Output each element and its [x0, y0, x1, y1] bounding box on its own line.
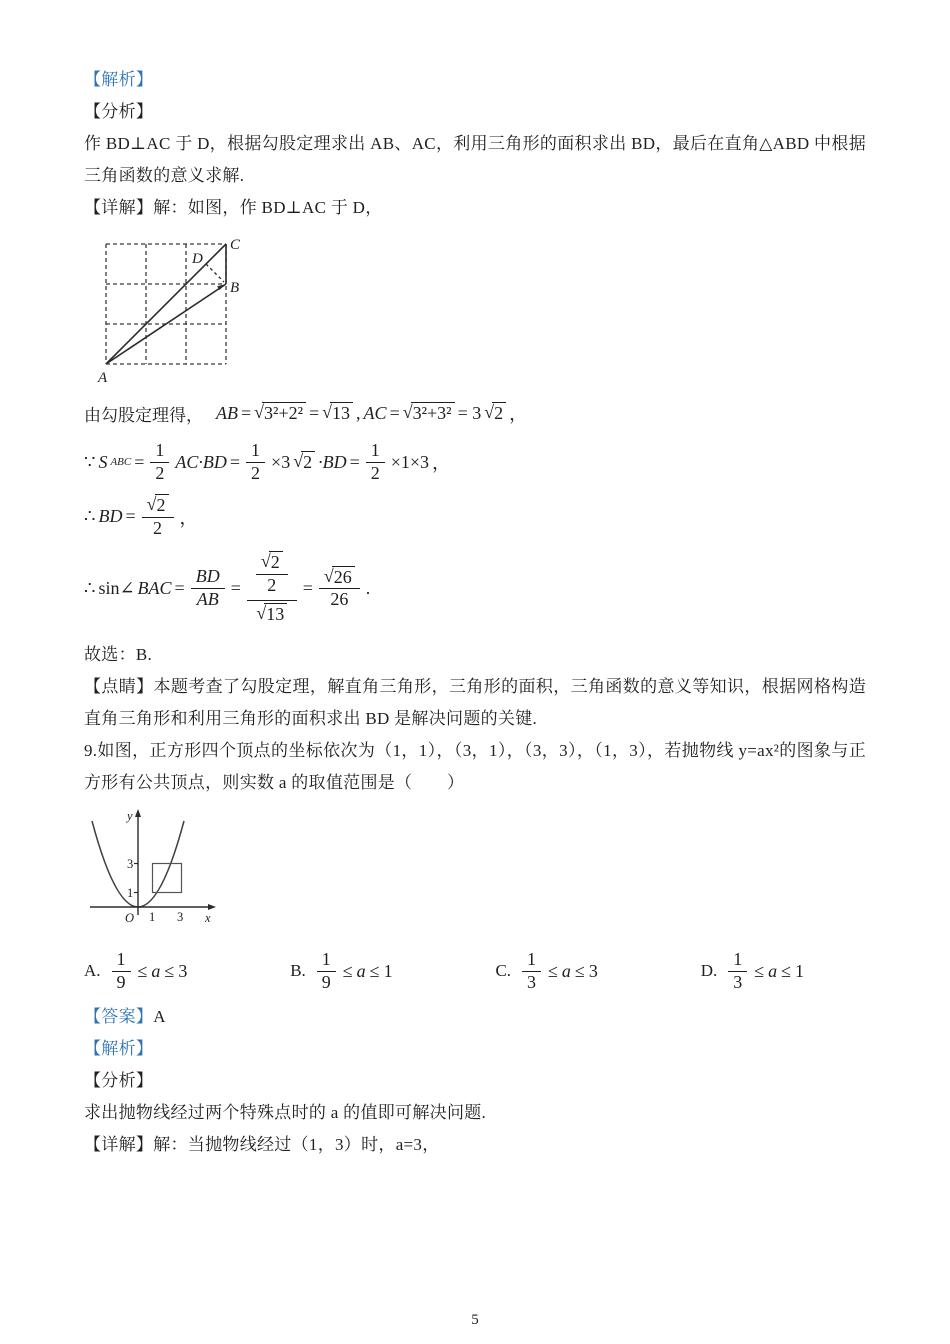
analysis-paragraph-1: 作 BD⊥AC 于 D，根据勾股定理求出 AB、AC，利用三角形的面积求出 BD，最后在直角△ABD 中根据三角函数的意义求解. — [84, 134, 866, 185]
fraction-half — [366, 440, 385, 484]
denominator: 9 — [321, 971, 331, 992]
denominator: 9 — [116, 971, 126, 992]
option-fraction — [728, 949, 747, 993]
op-le: ≤ — [781, 960, 791, 981]
var-bac: BAC — [137, 577, 172, 598]
denominator: 2 — [153, 517, 163, 538]
radical-sign: √ — [323, 565, 334, 586]
var-ac-bd: AC·BD — [175, 451, 227, 472]
op-le: ≤ — [137, 960, 148, 981]
therefore-symbol: ∴ — [84, 506, 96, 527]
fig1-label-c: C — [230, 237, 241, 253]
page-number: 5 — [471, 1312, 479, 1328]
fig2-origin-label: O — [125, 911, 135, 926]
answer-value: A — [153, 1007, 166, 1027]
radicand: 26 — [332, 566, 355, 588]
option-fraction — [112, 949, 131, 993]
sqrt-2 — [293, 451, 315, 473]
option-a — [84, 949, 187, 993]
upper-bound: 1 — [383, 960, 393, 981]
parabola-square-svg — [86, 807, 221, 933]
denominator: 2 — [251, 462, 261, 483]
question-9-text: 9.如图，正方形四个顶点的坐标依次为（1，1），（3，1），（3，3），（1，3），若抛物线 y=ax²的图象与正方形有公共顶点，则实数 a 的取值范围是（ ） — [84, 741, 866, 793]
radicand: 13 — [264, 603, 287, 625]
op-le: ≤ — [164, 960, 175, 981]
fraction-sqrt2-over-2 — [142, 494, 174, 539]
numerator — [256, 551, 288, 575]
option-label: A. — [84, 961, 101, 981]
fig1-label-d: D — [192, 251, 203, 267]
op-eq: = — [134, 451, 145, 472]
op-eq: = — [349, 451, 360, 472]
formula-sin — [84, 549, 866, 627]
detail-line-1: 【详解】解：如图，作 BD⊥AC 于 D， — [84, 198, 383, 217]
radicand: 2 — [301, 451, 315, 473]
radical-sign: √ — [254, 402, 265, 422]
option-label: C. — [495, 961, 512, 981]
choose-answer-line: 故选：B. — [84, 645, 153, 665]
fraction-half — [150, 440, 169, 484]
option-fraction — [317, 949, 336, 993]
op-eq: = — [174, 577, 185, 598]
label-daan: 【答案】 — [84, 1007, 154, 1027]
fraction-sqrt2-over-2 — [256, 551, 288, 596]
label-jiexi-2: 【解析】 — [84, 1039, 154, 1059]
op-le: ≤ — [342, 960, 353, 981]
upper-bound: 3 — [588, 960, 598, 981]
detail-line-2: 【详解】解：当抛物线经过（1，3）时，a=3， — [84, 1135, 440, 1155]
sqrt-18-expr — [403, 402, 455, 424]
radicand: 2 — [155, 494, 169, 516]
option-d — [701, 949, 804, 993]
denominator: AB — [196, 588, 219, 609]
therefore-symbol: ∴ — [84, 577, 96, 598]
denominator: 3 — [733, 971, 743, 992]
upper-bound: 3 — [178, 960, 188, 981]
formula-bd — [84, 494, 866, 539]
op-le: ≤ — [754, 960, 765, 981]
op-eq: = — [230, 577, 241, 598]
var-ac: AC — [363, 402, 387, 423]
period: . — [365, 577, 371, 598]
var-bd: ·BD — [318, 451, 347, 472]
op-eq: = — [125, 506, 136, 527]
unit-square — [153, 864, 182, 893]
numerator — [142, 494, 174, 518]
denominator: 2 — [370, 462, 380, 483]
op-eq: = — [309, 402, 320, 423]
dianjing-paragraph: 【点睛】本题考查了勾股定理，解直角三角形，三角形的面积，三角函数的意义等知识，根据网格构造直角三角形和利用三角形的面积求出 BD 是解决问题的关键. — [84, 677, 866, 729]
y-axis-arrow — [135, 809, 141, 817]
numerator: 1 — [366, 440, 385, 463]
var-ab: AB — [216, 402, 238, 423]
fig2-x-label: x — [205, 911, 211, 926]
triangle-lines — [106, 244, 226, 364]
subscript-abc: ABC — [110, 456, 132, 469]
var-a: a — [561, 960, 571, 981]
op-times-1-3: ×1×3 — [390, 451, 430, 472]
page-content — [84, 64, 866, 1161]
op-eq: = — [241, 402, 252, 423]
op-eq: = — [389, 402, 400, 423]
fig2-y-label: y — [127, 809, 133, 824]
answer-line — [84, 1001, 866, 1033]
radicand: 3²+2² — [262, 402, 306, 424]
formula-pythagoras — [84, 400, 866, 426]
numerator: BD — [191, 566, 225, 589]
grid-triangle-figure — [96, 234, 866, 386]
grid-triangle-svg — [96, 234, 256, 386]
fig2-ytick-3: 3 — [127, 857, 134, 872]
op-le: ≤ — [574, 960, 585, 981]
comma: , — [356, 402, 361, 423]
fraction-half — [246, 440, 265, 484]
radicand: 13 — [330, 402, 353, 424]
fraction-sqrt26-over-26 — [319, 566, 360, 611]
numerator — [247, 549, 297, 600]
parabola-square-figure — [86, 807, 866, 933]
numerator: 1 — [522, 949, 541, 972]
op-eq: = — [229, 451, 241, 472]
numerator: 1 — [728, 949, 747, 972]
answer-options-row — [84, 949, 804, 993]
op-le: ≤ — [548, 960, 558, 981]
nested-fraction — [247, 549, 297, 627]
radical-sign: √ — [256, 602, 267, 623]
sqrt-13 — [322, 402, 353, 424]
radical-sign: √ — [484, 402, 495, 422]
fig2-xtick-3: 3 — [177, 910, 184, 925]
radical-sign: √ — [293, 451, 304, 472]
fraction-bd-ab — [191, 566, 225, 610]
fig1-label-b: B — [230, 280, 240, 296]
radical-sign: √ — [146, 494, 157, 515]
op-times3: ×3 — [271, 451, 291, 472]
op-eq: = — [302, 577, 313, 598]
option-c — [495, 949, 597, 993]
sin-angle: sin∠ — [98, 577, 135, 598]
fig1-label-a: A — [98, 370, 108, 386]
radical-sign: √ — [402, 402, 413, 422]
comma-cn: ， — [179, 507, 198, 528]
analysis-paragraph-2: 求出抛物线经过两个特殊点时的 a 的值即可解决问题. — [84, 1103, 487, 1123]
because-symbol: ∵ — [84, 451, 96, 472]
option-label: B. — [290, 961, 306, 981]
label-fenxi-1: 【分析】 — [84, 102, 154, 121]
op-eq3: = 3 — [457, 402, 482, 423]
fig2-ytick-1: 1 — [127, 886, 134, 901]
formula1-lead: 由勾股定理得， — [84, 405, 203, 425]
sqrt-2 — [484, 402, 506, 424]
x-axis-arrow — [208, 904, 216, 910]
numerator: 1 — [317, 949, 336, 972]
var-a: a — [768, 960, 778, 981]
denominator: 26 — [330, 589, 349, 610]
numerator: 1 — [112, 949, 131, 972]
option-b — [290, 949, 392, 993]
formula-area — [84, 440, 866, 484]
radicand: 2 — [492, 402, 506, 424]
numerator — [319, 566, 360, 590]
denominator: 2 — [155, 462, 165, 483]
denominator — [247, 601, 297, 628]
option-label: D. — [700, 961, 718, 981]
numerator: 1 — [246, 440, 265, 463]
comma-cn: ， — [509, 404, 528, 424]
altitude-bd-dashed — [206, 264, 224, 282]
sqrt-13-expr — [254, 402, 306, 424]
upper-bound: 1 — [795, 960, 804, 981]
var-bd: BD — [98, 506, 123, 527]
numerator: 1 — [150, 440, 169, 463]
op-le: ≤ — [369, 960, 380, 981]
denominator: 2 — [267, 574, 277, 595]
radical-sign: √ — [260, 551, 271, 572]
fig2-xtick-1: 1 — [149, 910, 156, 925]
var-a: a — [151, 960, 161, 981]
radical-sign: √ — [322, 402, 333, 422]
comma-cn: ， — [432, 453, 451, 474]
var-s: S — [98, 451, 108, 472]
label-fenxi-2: 【分析】 — [84, 1071, 154, 1091]
radicand: 3²+3² — [411, 402, 455, 424]
denominator: 3 — [527, 971, 537, 992]
label-jiexi-1: 【解析】 — [84, 70, 154, 89]
var-a: a — [356, 960, 366, 981]
radicand: 2 — [269, 551, 283, 573]
option-fraction — [522, 949, 541, 993]
